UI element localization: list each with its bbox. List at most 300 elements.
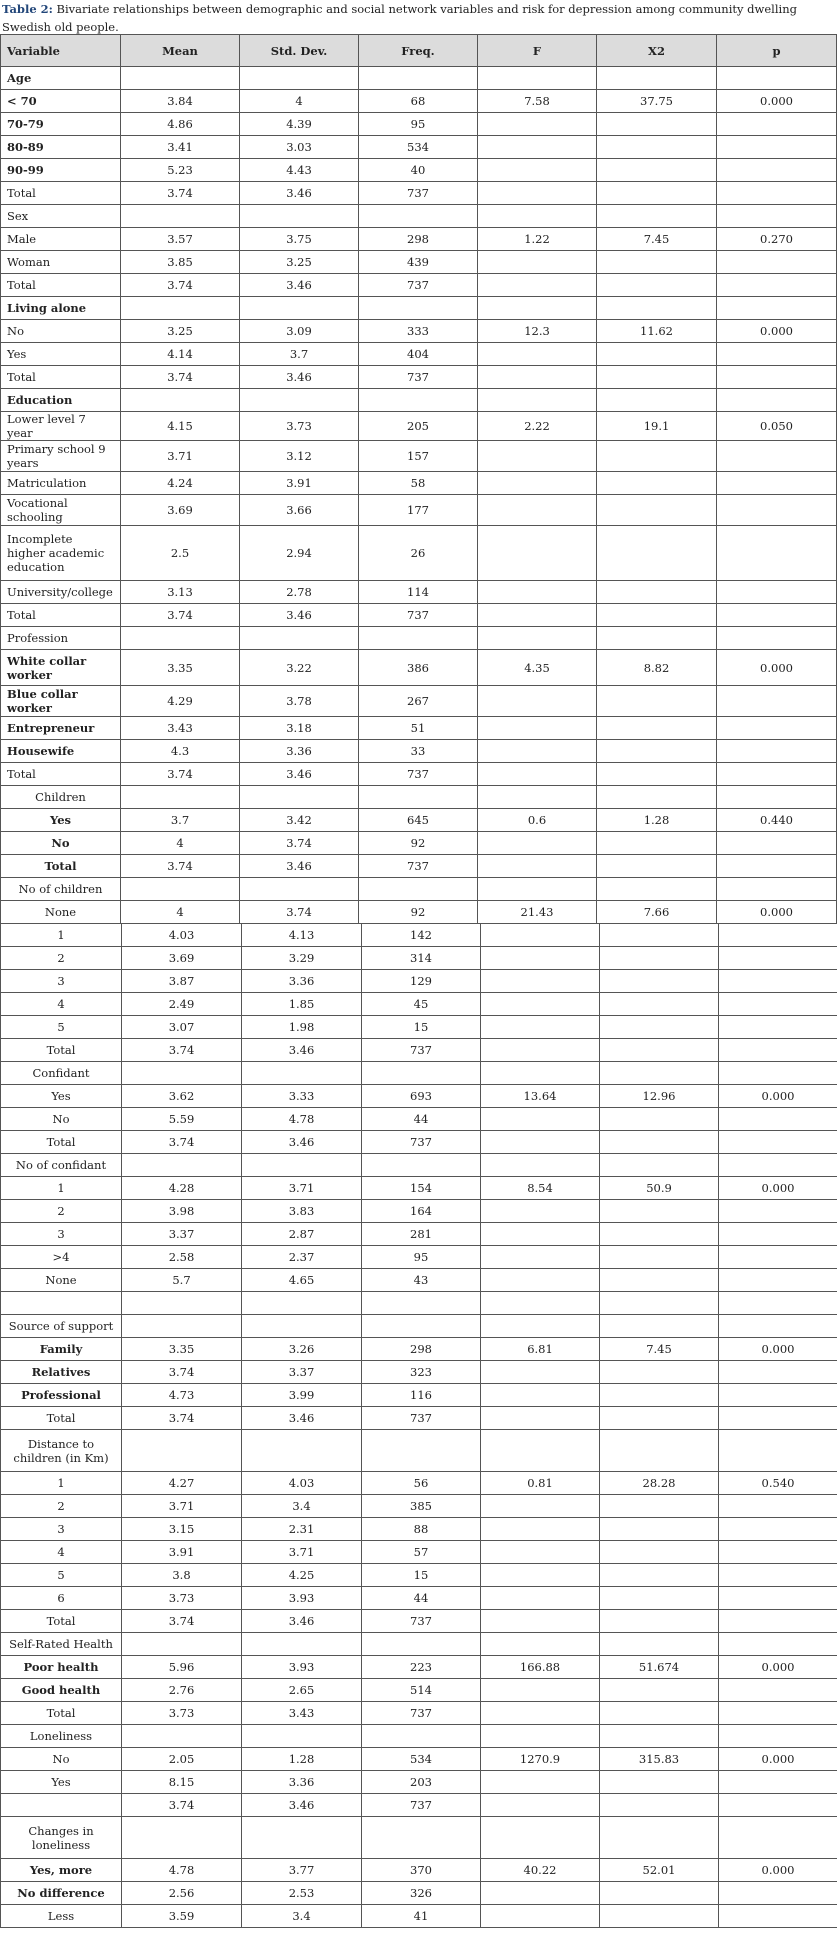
- cell-mean: 3.74: [121, 604, 240, 627]
- cell-mean: 3.37: [122, 1223, 242, 1246]
- cell-x2: [597, 136, 717, 159]
- caption-label: Table 2:: [2, 2, 53, 16]
- cell-std-dev: 3.09: [240, 320, 359, 343]
- cell-x2: 51.674: [600, 1656, 719, 1679]
- cell-freq: 56: [362, 1472, 481, 1495]
- cell-std-dev: 4.03: [242, 1472, 362, 1495]
- cell-variable: 70-79: [1, 113, 121, 136]
- cell-mean: 3.69: [121, 495, 240, 526]
- cell-p: 0.270: [717, 228, 837, 251]
- cell-variable: University/college: [1, 581, 121, 604]
- cell-p: [719, 1039, 837, 1062]
- cell-mean: 4.28: [122, 1177, 242, 1200]
- cell-f: [481, 1384, 600, 1407]
- cell-freq: 142: [362, 924, 481, 947]
- cell-mean: 3.43: [121, 717, 240, 740]
- cell-freq: 58: [359, 472, 478, 495]
- cell-p: 0.000: [717, 650, 837, 686]
- table-row: [1, 182, 837, 205]
- cell-p: [719, 1882, 837, 1905]
- cell-freq: [362, 1062, 481, 1085]
- cell-std-dev: 3.4: [242, 1495, 362, 1518]
- cell-x2: [600, 1108, 719, 1131]
- cell-mean: 2.49: [122, 993, 242, 1016]
- cell-f: [481, 1108, 600, 1131]
- cell-mean: [122, 1430, 242, 1472]
- cell-mean: 4: [121, 901, 240, 924]
- cell-f: [481, 1610, 600, 1633]
- cell-std-dev: 3.83: [242, 1200, 362, 1223]
- cell-f: [478, 472, 597, 495]
- cell-freq: 43: [362, 1269, 481, 1292]
- cell-mean: 3.62: [122, 1085, 242, 1108]
- cell-mean: 3.73: [122, 1702, 242, 1725]
- cell-freq: 154: [362, 1177, 481, 1200]
- cell-variable: Total: [1, 763, 121, 786]
- cell-f: [481, 1223, 600, 1246]
- cell-std-dev: [242, 1633, 362, 1656]
- cell-f: [478, 763, 597, 786]
- cell-p: [719, 947, 837, 970]
- cell-std-dev: 3.78: [240, 686, 359, 717]
- cell-freq: 281: [362, 1223, 481, 1246]
- cell-x2: 315.83: [600, 1748, 719, 1771]
- cell-mean: 3.35: [121, 650, 240, 686]
- table-row: [1, 1154, 837, 1177]
- cell-freq: 737: [359, 604, 478, 627]
- cell-variable: Distance to children (in Km): [1, 1430, 122, 1472]
- cell-variable: 6: [1, 1587, 122, 1610]
- table-row: [1, 1771, 837, 1794]
- cell-p: [719, 1610, 837, 1633]
- cell-x2: [600, 1269, 719, 1292]
- cell-x2: [597, 604, 717, 627]
- cell-freq: 26: [359, 526, 478, 581]
- cell-p: [717, 113, 837, 136]
- cell-f: [478, 274, 597, 297]
- cell-p: [717, 136, 837, 159]
- cell-f: [478, 740, 597, 763]
- cell-p: [717, 717, 837, 740]
- table-row: [1, 1679, 837, 1702]
- cell-mean: [121, 627, 240, 650]
- cell-x2: 11.62: [597, 320, 717, 343]
- table-row: [1, 763, 837, 786]
- cell-std-dev: 3.71: [242, 1541, 362, 1564]
- table-row: [1, 90, 837, 113]
- cell-p: [719, 1292, 837, 1315]
- cell-p: [717, 343, 837, 366]
- cell-x2: [600, 1587, 719, 1610]
- cell-f: [478, 786, 597, 809]
- cell-p: [719, 1269, 837, 1292]
- cell-mean: 3.15: [122, 1518, 242, 1541]
- cell-x2: [597, 855, 717, 878]
- cell-std-dev: 3.12: [240, 441, 359, 472]
- cell-f: [481, 1495, 600, 1518]
- cell-mean: 3.74: [121, 274, 240, 297]
- cell-mean: 3.74: [121, 366, 240, 389]
- cell-variable: No: [1, 320, 121, 343]
- cell-std-dev: 4.65: [242, 1269, 362, 1292]
- cell-variable: Source of support: [1, 1315, 122, 1338]
- table-row: [1, 472, 837, 495]
- cell-freq: 15: [362, 1564, 481, 1587]
- cell-p: 0.000: [719, 1656, 837, 1679]
- cell-p: [719, 1905, 837, 1928]
- cell-mean: 3.35: [122, 1338, 242, 1361]
- cell-x2: [600, 1039, 719, 1062]
- cell-freq: 116: [362, 1384, 481, 1407]
- cell-std-dev: 3.93: [242, 1587, 362, 1610]
- cell-freq: [359, 205, 478, 228]
- cell-std-dev: 1.85: [242, 993, 362, 1016]
- cell-freq: 95: [362, 1246, 481, 1269]
- cell-variable: Total: [1, 1407, 122, 1430]
- cell-mean: 2.76: [122, 1679, 242, 1702]
- cell-p: 0.000: [719, 1748, 837, 1771]
- cell-mean: 3.71: [122, 1495, 242, 1518]
- cell-x2: [600, 1541, 719, 1564]
- cell-x2: [597, 786, 717, 809]
- cell-x2: [597, 251, 717, 274]
- cell-p: 0.000: [719, 1338, 837, 1361]
- cell-f: [478, 136, 597, 159]
- cell-f: 12.3: [478, 320, 597, 343]
- cell-variable: [1, 1292, 122, 1315]
- cell-mean: 5.96: [122, 1656, 242, 1679]
- cell-f: 7.58: [478, 90, 597, 113]
- cell-std-dev: 3.46: [240, 182, 359, 205]
- cell-x2: [597, 581, 717, 604]
- cell-mean: [121, 786, 240, 809]
- cell-mean: 3.74: [122, 1131, 242, 1154]
- table-row: [1, 1292, 837, 1315]
- cell-std-dev: 2.78: [240, 581, 359, 604]
- cell-std-dev: 4: [240, 90, 359, 113]
- table-row: [1, 1905, 837, 1928]
- cell-mean: 2.56: [122, 1882, 242, 1905]
- cell-x2: [600, 993, 719, 1016]
- cell-std-dev: 3.46: [242, 1039, 362, 1062]
- cell-p: [719, 1817, 837, 1859]
- cell-f: 166.88: [481, 1656, 600, 1679]
- table-row: [1, 1518, 837, 1541]
- cell-freq: 33: [359, 740, 478, 763]
- cell-mean: 4.86: [121, 113, 240, 136]
- cell-x2: [600, 1430, 719, 1472]
- cell-f: [478, 113, 597, 136]
- cell-variable: Total: [1, 274, 121, 297]
- cell-f: [478, 389, 597, 412]
- cell-x2: [597, 274, 717, 297]
- cell-std-dev: 3.46: [240, 763, 359, 786]
- cell-variable: None: [1, 1269, 122, 1292]
- cell-std-dev: 1.28: [242, 1748, 362, 1771]
- cell-mean: [122, 1062, 242, 1085]
- cell-freq: 534: [359, 136, 478, 159]
- cell-mean: 3.74: [121, 763, 240, 786]
- table-row: [1, 1587, 837, 1610]
- cell-p: [717, 526, 837, 581]
- cell-x2: [597, 441, 717, 472]
- cell-std-dev: 3.03: [240, 136, 359, 159]
- cell-freq: 386: [359, 650, 478, 686]
- cell-x2: [597, 113, 717, 136]
- cell-variable: No of confidant: [1, 1154, 122, 1177]
- cell-x2: [600, 1016, 719, 1039]
- cell-std-dev: 3.7: [240, 343, 359, 366]
- cell-freq: 68: [359, 90, 478, 113]
- cell-mean: 5.7: [122, 1269, 242, 1292]
- cell-freq: [362, 1292, 481, 1315]
- cell-x2: [597, 67, 717, 90]
- cell-p: 0.000: [717, 320, 837, 343]
- cell-std-dev: 3.25: [240, 251, 359, 274]
- cell-p: [719, 1200, 837, 1223]
- cell-x2: [600, 1292, 719, 1315]
- cell-f: [481, 1679, 600, 1702]
- cell-mean: 3.74: [122, 1039, 242, 1062]
- cell-f: 8.54: [481, 1177, 600, 1200]
- cell-std-dev: [240, 786, 359, 809]
- cell-p: [719, 1154, 837, 1177]
- cell-f: [478, 581, 597, 604]
- cell-x2: 7.66: [597, 901, 717, 924]
- table-row: [1, 1702, 837, 1725]
- cell-x2: 12.96: [600, 1085, 719, 1108]
- cell-x2: [597, 159, 717, 182]
- cell-freq: [362, 1633, 481, 1656]
- cell-x2: [600, 1384, 719, 1407]
- cell-mean: [121, 67, 240, 90]
- table-row: [1, 1748, 837, 1771]
- cell-freq: 385: [362, 1495, 481, 1518]
- table-row: [1, 136, 837, 159]
- table-row: [1, 1223, 837, 1246]
- cell-variable: Loneliness: [1, 1725, 122, 1748]
- cell-p: [717, 495, 837, 526]
- cell-mean: 8.15: [122, 1771, 242, 1794]
- cell-std-dev: 3.4: [242, 1905, 362, 1928]
- cell-std-dev: 3.46: [242, 1610, 362, 1633]
- cell-std-dev: [240, 205, 359, 228]
- cell-f: [481, 1518, 600, 1541]
- table-row: [1, 412, 837, 441]
- cell-std-dev: 3.42: [240, 809, 359, 832]
- cell-mean: 3.71: [121, 441, 240, 472]
- cell-freq: 333: [359, 320, 478, 343]
- cell-std-dev: 3.37: [242, 1361, 362, 1384]
- cell-mean: [121, 878, 240, 901]
- cell-mean: 2.05: [122, 1748, 242, 1771]
- table-row: [1, 924, 837, 947]
- cell-x2: [600, 1518, 719, 1541]
- table-row: [1, 1384, 837, 1407]
- cell-mean: 3.98: [122, 1200, 242, 1223]
- cell-variable: Family: [1, 1338, 122, 1361]
- table-row: [1, 786, 837, 809]
- cell-variable: Total: [1, 855, 121, 878]
- cell-p: [719, 1518, 837, 1541]
- cell-p: [719, 1495, 837, 1518]
- cell-variable: Total: [1, 604, 121, 627]
- cell-std-dev: [242, 1817, 362, 1859]
- cell-mean: 4: [121, 832, 240, 855]
- cell-mean: [122, 1154, 242, 1177]
- table-row: [1, 228, 837, 251]
- cell-p: [717, 786, 837, 809]
- cell-p: [717, 472, 837, 495]
- cell-p: 0.000: [719, 1085, 837, 1108]
- cell-f: [481, 1725, 600, 1748]
- cell-variable: 5: [1, 1016, 122, 1039]
- cell-freq: 57: [362, 1541, 481, 1564]
- cell-f: [478, 441, 597, 472]
- cell-variable: Total: [1, 182, 121, 205]
- cell-x2: [600, 1905, 719, 1928]
- table-row: [1, 1361, 837, 1384]
- cell-std-dev: 3.77: [242, 1859, 362, 1882]
- cell-std-dev: [242, 1315, 362, 1338]
- cell-variable: Less: [1, 1905, 122, 1928]
- cell-std-dev: 3.46: [240, 604, 359, 627]
- cell-variable: 3: [1, 970, 122, 993]
- cell-f: [478, 297, 597, 320]
- cell-freq: 114: [359, 581, 478, 604]
- cell-p: 0.440: [717, 809, 837, 832]
- cell-p: [719, 1407, 837, 1430]
- cell-std-dev: 2.65: [242, 1679, 362, 1702]
- table-row: [1, 832, 837, 855]
- cell-mean: 3.57: [121, 228, 240, 251]
- cell-variable: Woman: [1, 251, 121, 274]
- table-caption: [0, 0, 837, 34]
- cell-f: [481, 1771, 600, 1794]
- cell-freq: 404: [359, 343, 478, 366]
- cell-variable: Age: [1, 67, 121, 90]
- cell-f: [481, 1407, 600, 1430]
- cell-f: [481, 1794, 600, 1817]
- cell-x2: [600, 1633, 719, 1656]
- cell-variable: Confidant: [1, 1062, 122, 1085]
- cell-f: [481, 1246, 600, 1269]
- cell-freq: [362, 1154, 481, 1177]
- table-row: [1, 650, 837, 686]
- cell-freq: 205: [359, 412, 478, 441]
- cell-x2: [600, 1610, 719, 1633]
- cell-f: 4.35: [478, 650, 597, 686]
- cell-freq: 737: [359, 763, 478, 786]
- table-row: [1, 1131, 837, 1154]
- cell-f: [478, 366, 597, 389]
- cell-f: [481, 1016, 600, 1039]
- cell-freq: 326: [362, 1882, 481, 1905]
- cell-std-dev: 3.66: [240, 495, 359, 526]
- cell-std-dev: 3.74: [240, 832, 359, 855]
- cell-f: [481, 1817, 600, 1859]
- cell-std-dev: 3.46: [242, 1407, 362, 1430]
- cell-std-dev: 3.46: [240, 274, 359, 297]
- cell-mean: 3.07: [122, 1016, 242, 1039]
- cell-x2: [600, 1817, 719, 1859]
- cell-variable: Housewife: [1, 740, 121, 763]
- cell-p: [717, 389, 837, 412]
- cell-freq: 534: [362, 1748, 481, 1771]
- cell-mean: 3.74: [122, 1361, 242, 1384]
- cell-std-dev: 3.36: [242, 1771, 362, 1794]
- table-row: [1, 1315, 837, 1338]
- cell-variable: Total: [1, 1131, 122, 1154]
- table-row: [1, 604, 837, 627]
- cell-variable: Matriculation: [1, 472, 121, 495]
- table-row: [1, 159, 837, 182]
- cell-f: [481, 1062, 600, 1085]
- cell-variable: 2: [1, 1495, 122, 1518]
- cell-f: 0.6: [478, 809, 597, 832]
- table-row: [1, 205, 837, 228]
- cell-freq: [359, 627, 478, 650]
- cell-f: [481, 1039, 600, 1062]
- cell-f: [481, 1882, 600, 1905]
- cell-f: [478, 604, 597, 627]
- cell-f: [481, 1633, 600, 1656]
- cell-freq: 51: [359, 717, 478, 740]
- cell-x2: [600, 924, 719, 947]
- table-row: [1, 1656, 837, 1679]
- table-row: [1, 1269, 837, 1292]
- cell-freq: 323: [362, 1361, 481, 1384]
- cell-variable: Incomplete higher academic education: [1, 526, 121, 581]
- cell-freq: [359, 878, 478, 901]
- cell-p: 0.000: [719, 1177, 837, 1200]
- cell-p: [719, 1794, 837, 1817]
- cell-f: 1270.9: [481, 1748, 600, 1771]
- cell-std-dev: [240, 297, 359, 320]
- table-row: [1, 993, 837, 1016]
- cell-freq: 40: [359, 159, 478, 182]
- cell-std-dev: [240, 627, 359, 650]
- cell-variable: Yes, more: [1, 1859, 122, 1882]
- table-row: [1, 366, 837, 389]
- cell-mean: [122, 1817, 242, 1859]
- cell-p: [717, 297, 837, 320]
- table-row: [1, 947, 837, 970]
- cell-p: [717, 878, 837, 901]
- cell-p: [717, 832, 837, 855]
- cell-freq: 267: [359, 686, 478, 717]
- cell-f: [481, 1430, 600, 1472]
- cell-x2: [597, 878, 717, 901]
- cell-p: 0.000: [717, 901, 837, 924]
- cell-freq: 693: [362, 1085, 481, 1108]
- cell-freq: [362, 1817, 481, 1859]
- cell-std-dev: [242, 1062, 362, 1085]
- cell-freq: 645: [359, 809, 478, 832]
- table-row: [1, 1062, 837, 1085]
- cell-f: [478, 495, 597, 526]
- cell-freq: 45: [362, 993, 481, 1016]
- header-std-dev: Std. Dev.: [240, 35, 359, 67]
- table-row: [1, 717, 837, 740]
- cell-freq: 737: [362, 1039, 481, 1062]
- table-row: [1, 1610, 837, 1633]
- cell-variable: 1: [1, 1472, 122, 1495]
- cell-variable: Total: [1, 1702, 122, 1725]
- cell-p: [719, 1633, 837, 1656]
- cell-variable: Yes: [1, 343, 121, 366]
- cell-std-dev: 1.98: [242, 1016, 362, 1039]
